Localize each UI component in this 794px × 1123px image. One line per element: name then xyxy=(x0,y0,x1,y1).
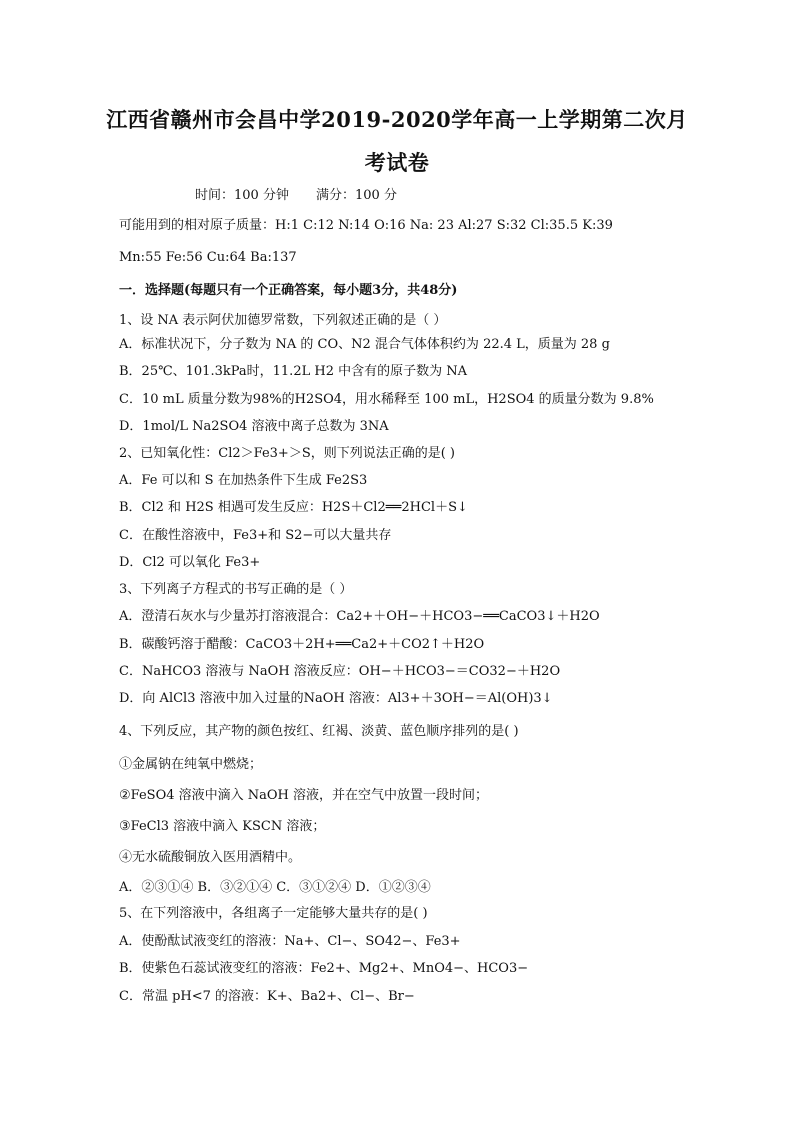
exam-title-line2: 考试卷 xyxy=(364,150,430,175)
q4-item-2: ②FeSO4 溶液中滴入 NaOH 溶液，并在空气中放置一段时间； xyxy=(119,788,489,803)
q1-option-b: B．25℃、101.3kPa时，11.2L H2 中含有的原子数为 NA xyxy=(119,364,467,379)
time-limit: 时间：100 分钟 xyxy=(195,188,289,203)
q2-option-d: D．Cl2 可以氧化 Fe3+ xyxy=(119,555,261,570)
q2-option-c: C．在酸性溶液中，Fe3+和 S2−可以大量共存 xyxy=(119,528,392,543)
q1-option-c: C．10 mL 质量分数为98%的H2SO4，用水稀释至 100 mL，H2SO4 的质量分数为 9.8% xyxy=(119,392,654,407)
q1-stem: 1、设 NA 表示阿伏加德罗常数，下列叙述正确的是（ ） xyxy=(119,313,447,328)
q1-option-d: D．1mol/L Na2SO4 溶液中离子总数为 3NA xyxy=(119,419,389,434)
q4-options: A．②③①④ B．③②①④ C．③①②④ D．①②③④ xyxy=(119,880,431,895)
atomic-mass-line2: Mn:55 Fe:56 Cu:64 Ba:137 xyxy=(119,250,297,265)
q4-stem: 4、下列反应，其产物的颜色按红、红褐、淡黄、蓝色顺序排列的是( ) xyxy=(119,724,519,739)
q3-option-d: D．向 AlCl3 溶液中加入过量的NaOH 溶液：Al3+＋3OH−＝Al(OH)3↓ xyxy=(119,691,553,706)
q5-option-b: B．使紫色石蕊试液变红的溶液：Fe2+、Mg2+、MnO4−、HCO3− xyxy=(119,961,529,976)
q4-item-1: ①金属钠在纯氧中燃烧； xyxy=(119,757,263,772)
q3-option-a: A．澄清石灰水与少量苏打溶液混合：Ca2+＋OH−＋HCO3−══CaCO3↓＋H2O xyxy=(119,609,600,624)
q2-option-a: A．Fe 可以和 S 在加热条件下生成 Fe2S3 xyxy=(119,473,368,488)
q1-option-a: A．标准状况下，分子数为 NA 的 CO、N2 混合气体体积约为 22.4 L，质量为 28 g xyxy=(119,337,610,352)
section-heading: 一．选择题(每题只有一个正确答案，每小题3分，共48分) xyxy=(119,283,458,298)
full-score: 满分：100 分 xyxy=(316,188,397,203)
atomic-mass-line1: 可能用到的相对原子质量：H:1 C:12 N:14 O:16 Na: 23 Al:27 S:32 Cl:35.5 K:39 xyxy=(119,218,613,233)
q3-option-c: C．NaHCO3 溶液与 NaOH 溶液反应：OH−＋HCO3−＝CO32−＋H2O xyxy=(119,664,561,679)
q4-item-4: ④无水硫酸铜放入医用酒精中。 xyxy=(119,850,302,865)
q2-stem: 2、已知氧化性：Cl2＞Fe3+＞S，则下列说法正确的是( ) xyxy=(119,446,455,461)
q2-option-b: B．Cl2 和 H2S 相遇可发生反应：H2S＋Cl2══2HCl＋S↓ xyxy=(119,500,468,515)
q4-item-3: ③FeCl3 溶液中滴入 KSCN 溶液； xyxy=(119,819,326,834)
q3-stem: 3、下列离子方程式的书写正确的是（ ） xyxy=(119,582,353,597)
q5-option-c: C．常温 pH<7 的溶液：K+、Ba2+、Cl−、Br− xyxy=(119,989,415,1004)
exam-title-line1: 江西省赣州市会昌中学2019-2020学年高一上学期第二次月 xyxy=(106,107,688,132)
q3-option-b: B．碳酸钙溶于醋酸：CaCO3＋2H+══Ca2+＋CO2↑＋H2O xyxy=(119,637,485,652)
q5-option-a: A．使酚酞试液变红的溶液：Na+、Cl−、SO42−、Fe3+ xyxy=(119,934,461,949)
q5-stem: 5、在下列溶液中，各组离子一定能够大量共存的是( ) xyxy=(119,906,428,921)
